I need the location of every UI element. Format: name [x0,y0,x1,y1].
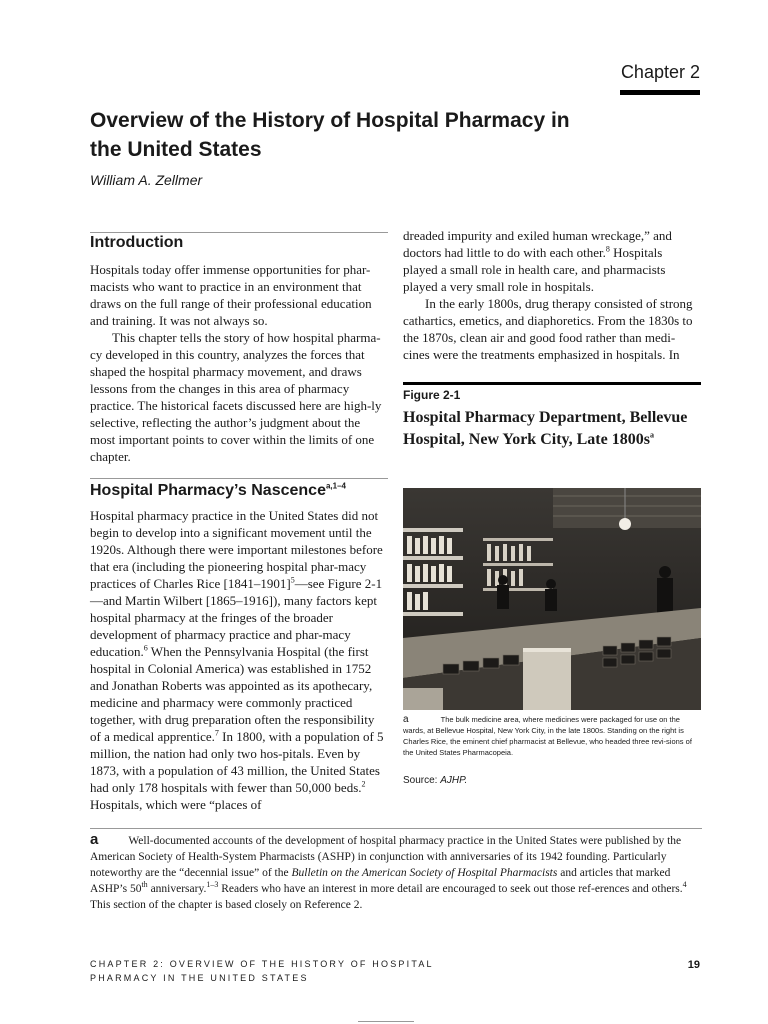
figure-caption [403,714,701,758]
figure-rule [403,382,701,385]
figure-label: Figure 2-1 [403,388,461,402]
ref-8: 8 [605,244,610,254]
nascence-text-1: Hospital pharmacy practice in the United States did not begin to develop into a significant movement until the 1920s. Although there were important milestones before that era (including the pioneering hospital phar-macy practices of Charles Rice [1841–1901] [90,508,383,591]
figure-title [403,407,693,451]
ref-5: 5 [290,575,295,585]
footnote-text-4: Readers who have an interest in more detail are encouraged to seek out those ref-erences and others. [218,883,683,895]
figure-title-text: Hospital Pharmacy Department, Bellevue Hospital, New York City, Late 1800s [403,409,688,448]
footnote-rule [90,828,702,829]
page-number: 19 [687,959,700,971]
author: William A. Zellmer [90,172,203,188]
footnote-text-3: anniversary. [147,883,207,895]
right-column-body [403,227,700,363]
nascence-heading-text: Hospital Pharmacy’s Nascence [90,482,326,499]
nascence-heading-sup: a,1–4 [325,481,346,491]
intro-rule [90,232,388,233]
ref-6: 6 [143,643,148,653]
footnote-ref: 1–3 [206,880,219,890]
right-text-1: dreaded impurity and exiled human wreckage,” and doctors had little to do with each other. [403,228,672,260]
intro-paragraph-1: Hospitals today offer immense opportunities for phar-macists who want to practice in an environment that draws on the full range of their professional education and training. It was not always so. [90,262,372,328]
nascence-body [90,507,388,813]
footnote-text-5: This section of the chapter is based closely on Reference 2. [90,899,363,911]
photo-illustration [403,488,701,710]
intro-body [90,261,388,465]
footnote-text-1: Well-documented accounts of the development of hospital pharmacy practice in the United States were published by the American Society of Health-System Pharmacists (ASHP) in conjunction with anniversaries of its 1942 founding. Particularly noteworthy are the “decennial issue” of the [90,835,682,879]
footnote-marker: a [90,831,99,848]
bottom-mark [358,1021,414,1022]
source-label: Source: [403,775,438,786]
running-footer: CHAPTER 2: OVERVIEW OF THE HISTORY OF HOSPITAL PHARMACY IN THE UNITED STATES [90,959,434,983]
source-value: AJHP. [440,775,468,786]
nascence-text-3: When the Pennsylvania Hospital (the first hospital in Colonial America) was established in 1752 and Jonathan Roberts was appointed as its apothecary, medicine and pharmacy were commonly practiced together, with drug preparation often the responsibility of a medical apprentice. [90,644,375,744]
right-paragraph-1 [403,227,700,295]
figure-title-sup: a [649,430,654,440]
nascence-text-4: In 1800, with a population of 5 million, the nation had only two hos-pitals. Even by 1873, with a population of 43 million, the United States had only 178 hospitals with fewer than 50,000 beds. [90,729,384,795]
nascence-text-2: —see Figure 2-1—and Martin Wilbert [1865–1916]), many factors kept hospital pharmacy at the fringes of the broader development of pharmacy practice and phar-macy education. [90,576,383,659]
footnote-th: th [141,880,148,890]
chapter-label: Chapter 2 [620,62,700,82]
right-paragraph-2: In the early 1800s, drug therapy consisted of strong cathartics, emetics, and diaphoretics. From the 1830s to the 1870s, clean air and good food rather than medi-cines were the treatments emphasized in hospitals. In [403,296,693,362]
intro-paragraph-2: This chapter tells the story of how hospital pharma-cy developed in this country, analyzes the forces that shaped the hospital pharmacy movement, and draws lessons from the changes in this area of pharmacy practice. The historical facets discussed here are high-ly selective, reflecting the author’s judgment about the most important points to cover within the limits of one chapter. [90,330,382,464]
ref-7: 7 [214,728,219,738]
caption-text: The bulk medicine area, where medicines were packaged for use on the wards, at Bellevue Hospital, New York City, in the late 1800s. Standing on the right is Charles Rice, the eminent chief pharmacist at Bellevue, who headed three revi-sions of the United States Pharmacopeia. [403,715,692,757]
footnote-journal: Bulletin on the American Society of Hospital Pharmacists [291,867,558,879]
right-text-2: Hospitals played a small role in health care, and pharmacists played a very small role in hospitals. [403,245,666,294]
footnote-ref-2: 4 [682,880,687,890]
chapter-bar [620,90,700,95]
figure-source [403,775,467,786]
nascence-paragraph [90,507,388,813]
page-title: Overview of the History of Hospital Pharmacy in the United States [90,109,570,161]
caption-marker: a [403,714,409,725]
bellevue-pharmacy-photo [403,488,701,710]
nascence-heading [90,482,346,500]
footnote [90,832,702,913]
footnote-text-2: and articles that marked ASHP’s 50 [90,867,671,895]
nascence-rule [90,478,388,479]
nascence-text-5: Hospitals, which were “places of [90,797,262,812]
ref-2: 2 [361,779,366,789]
intro-heading: Introduction [90,234,184,251]
